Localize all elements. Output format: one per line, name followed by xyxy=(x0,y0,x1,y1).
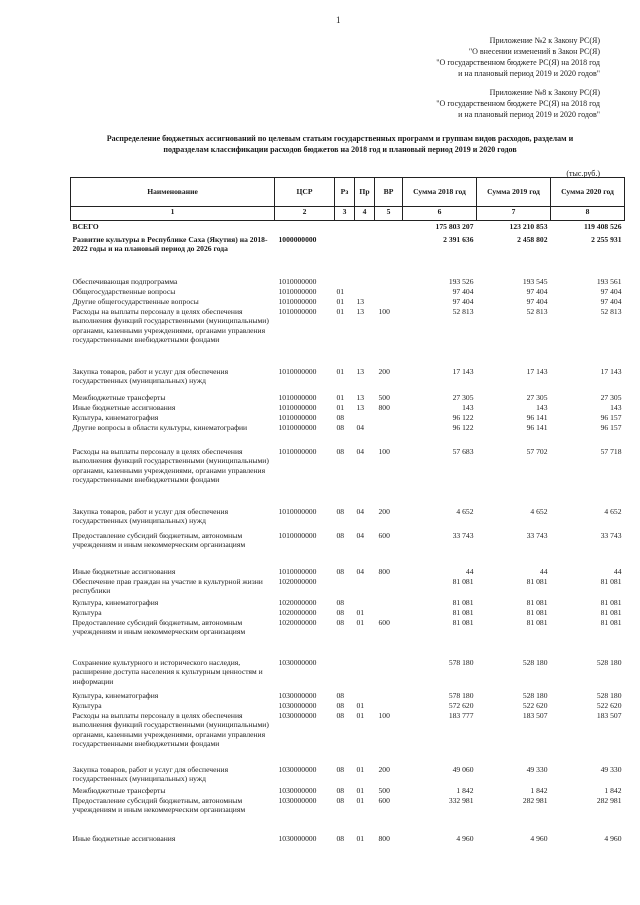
cell-vr xyxy=(375,598,403,608)
cell-pr: 13 xyxy=(356,306,365,316)
appendix-8-header xyxy=(436,87,600,120)
cell-name: Расходы на выплаты персоналу в целях обеспечения выполнения функций государственными (муниципальными) органами, казенными учреждениями, органами управления государственными внебюджетными фондами xyxy=(72,306,269,344)
table-row xyxy=(71,691,625,701)
cell-sum-2018: 2 391 636 xyxy=(443,234,474,244)
cell-sum-2018: 81 081 xyxy=(452,617,474,627)
cell-rz: 08 xyxy=(336,422,345,432)
cell-name: Предоставление субсидий бюджетным, автономным учреждениям и иным некоммерческим организациям xyxy=(72,617,246,636)
table-row xyxy=(71,393,625,403)
cell-rz xyxy=(335,221,355,235)
cell-rz: 08 xyxy=(336,506,345,516)
cell-sum-2018: 332 981 xyxy=(448,795,474,805)
cell-name: Иные бюджетные ассигнования xyxy=(72,402,176,412)
cell-sum-2019: 123 210 853 xyxy=(509,222,548,231)
cell-csr: 1020000000 xyxy=(278,576,317,586)
table-row xyxy=(71,367,625,393)
cell-sum-2020: 282 981 xyxy=(596,795,622,805)
cell-sum-2020: 183 507 xyxy=(596,710,622,720)
cell-sum-2020: 2 255 931 xyxy=(591,234,622,244)
cell-csr: 1010000000 xyxy=(278,506,317,516)
cell-sum-2018: 578 180 xyxy=(448,690,474,700)
cell-pr xyxy=(355,658,375,691)
table-row xyxy=(71,618,625,658)
cell-sum-2019: 193 545 xyxy=(522,276,548,286)
cell-pr xyxy=(355,691,375,701)
cell-sum-2018: 1 842 xyxy=(456,785,474,795)
cell-name: Развитие культуры в Республике Саха (Якутия) на 2018-2022 годы и на плановый период до 2026 года xyxy=(72,234,268,253)
cell-rz: 08 xyxy=(336,597,345,607)
cell-name: Другие общегосударственные вопросы xyxy=(72,296,199,306)
cell-csr: 1010000000 xyxy=(278,566,317,576)
cell-rz: 08 xyxy=(336,566,345,576)
cell-sum-2019: 44 xyxy=(539,566,548,576)
cell-name: Культура, кинематография xyxy=(72,412,159,422)
cell-vr: 500 xyxy=(378,785,390,795)
budget-table xyxy=(70,177,625,844)
table-row xyxy=(71,701,625,711)
cell-sum-2019: 49 330 xyxy=(526,764,548,774)
cell-sum-2018: 96 122 xyxy=(452,412,474,422)
cell-name: Межбюджетные трансферты xyxy=(72,785,166,795)
column-header-name: Наименование xyxy=(71,178,275,207)
cell-name: Иные бюджетные ассигнования xyxy=(72,566,176,576)
cell-csr: 1030000000 xyxy=(278,833,317,843)
cell-sum-2018: 572 620 xyxy=(448,700,474,710)
cell-sum-2018: 96 122 xyxy=(452,422,474,432)
column-header-sum-2019: Сумма 2019 год xyxy=(477,178,551,207)
cell-name: Общегосударственные вопросы xyxy=(72,286,176,296)
cell-rz: 01 xyxy=(336,306,345,316)
cell-rz: 08 xyxy=(336,833,345,843)
cell-pr: 04 xyxy=(356,422,365,432)
column-number: 2 xyxy=(275,207,335,221)
cell-sum-2018: 4 652 xyxy=(456,506,474,516)
cell-vr: 500 xyxy=(378,392,390,402)
cell-sum-2020: 49 330 xyxy=(600,764,622,774)
document-title-line: подразделам классификации расходов бюджетов на 2018 год и плановый период 2019 и 2020 годов xyxy=(163,145,517,154)
cell-sum-2019: 97 404 xyxy=(526,286,548,296)
cell-pr: 13 xyxy=(356,296,365,306)
cell-sum-2018: 183 777 xyxy=(448,710,474,720)
cell-vr: 600 xyxy=(378,530,390,540)
column-number: 4 xyxy=(355,207,375,221)
cell-vr: 800 xyxy=(378,833,390,843)
cell-name: Иные бюджетные ассигнования xyxy=(72,833,176,843)
cell-csr xyxy=(275,221,335,235)
cell-sum-2020: 81 081 xyxy=(600,576,622,586)
cell-rz: 01 xyxy=(336,366,345,376)
cell-sum-2020: 522 620 xyxy=(596,700,622,710)
cell-sum-2020: 52 813 xyxy=(600,306,622,316)
cell-csr: 1020000000 xyxy=(278,617,317,627)
cell-vr: 600 xyxy=(378,795,390,805)
table-row xyxy=(71,531,625,567)
table-row xyxy=(71,658,625,691)
cell-pr: 04 xyxy=(356,566,365,576)
column-header-sum-2020: Сумма 2020 год xyxy=(551,178,625,207)
table-row xyxy=(71,277,625,287)
cell-sum-2019: 81 081 xyxy=(526,617,548,627)
column-header-rz: Рз xyxy=(335,178,355,207)
cell-csr: 1030000000 xyxy=(278,690,317,700)
cell-vr xyxy=(375,423,403,447)
cell-sum-2018: 17 143 xyxy=(452,366,474,376)
cell-sum-2020: 33 743 xyxy=(600,530,622,540)
cell-vr xyxy=(375,658,403,691)
cell-csr: 1010000000 xyxy=(278,402,317,412)
cell-name: Сохранение культурного и исторического наследия, расширение доступа населения к культурным ценностям и информации xyxy=(72,657,263,686)
cell-name: Предоставление субсидий бюджетным, автономным учреждениям и иным некоммерческим организациям xyxy=(72,530,246,549)
document-title xyxy=(60,133,620,155)
cell-name: Культура, кинематография xyxy=(72,690,159,700)
cell-vr xyxy=(375,277,403,287)
cell-csr: 1010000000 xyxy=(278,366,317,376)
table-row xyxy=(71,567,625,577)
table-row xyxy=(71,834,625,844)
table-row xyxy=(71,608,625,618)
column-header-csr: ЦСР xyxy=(275,178,335,207)
cell-name: Обеспечение прав граждан на участие в культурной жизни республики xyxy=(72,576,263,595)
cell-sum-2019: 528 180 xyxy=(522,657,548,667)
column-number: 5 xyxy=(375,207,403,221)
cell-sum-2020: 97 404 xyxy=(600,296,622,306)
cell-name: Расходы на выплаты персоналу в целях обеспечения выполнения функций государственными (муниципальными) органами, казенными учреждениями, органами управления государственными внебюджетными фондами xyxy=(72,446,269,484)
cell-sum-2019: 27 305 xyxy=(526,392,548,402)
cell-name: Культура xyxy=(72,607,102,617)
cell-name: Культура xyxy=(72,700,102,710)
cell-sum-2020: 143 xyxy=(610,402,622,412)
cell-sum-2019: 282 981 xyxy=(522,795,548,805)
cell-sum-2018: 175 803 207 xyxy=(435,222,474,231)
cell-sum-2018: 81 081 xyxy=(452,576,474,586)
cell-sum-2018: 44 xyxy=(465,566,474,576)
page-number: 1 xyxy=(336,15,341,25)
table-row xyxy=(71,786,625,796)
cell-rz: 01 xyxy=(336,392,345,402)
cell-csr: 1030000000 xyxy=(278,657,317,667)
cell-pr: 01 xyxy=(356,617,365,627)
cell-sum-2018: 49 060 xyxy=(452,764,474,774)
cell-sum-2020: 193 561 xyxy=(596,276,622,286)
cell-rz: 08 xyxy=(336,690,345,700)
table-row xyxy=(71,796,625,834)
cell-vr xyxy=(375,297,403,307)
cell-rz: 08 xyxy=(336,446,345,456)
cell-pr: 04 xyxy=(356,446,365,456)
cell-pr xyxy=(355,598,375,608)
cell-sum-2018: 33 743 xyxy=(452,530,474,540)
cell-name: Межбюджетные трансферты xyxy=(72,392,166,402)
cell-vr: 100 xyxy=(378,306,390,316)
table-row xyxy=(71,577,625,598)
cell-csr: 1010000000 xyxy=(278,276,317,286)
cell-pr: 04 xyxy=(356,506,365,516)
cell-vr: 600 xyxy=(378,617,390,627)
cell-sum-2019: 52 813 xyxy=(526,306,548,316)
column-header-sum-2018: Сумма 2018 год xyxy=(403,178,477,207)
cell-name: Другие вопросы в области культуры, кинематографии xyxy=(72,422,248,432)
cell-sum-2019: 57 702 xyxy=(526,446,548,456)
cell-vr xyxy=(375,691,403,701)
cell-sum-2018: 81 081 xyxy=(452,597,474,607)
column-number: 8 xyxy=(551,207,625,221)
cell-sum-2020: 27 305 xyxy=(600,392,622,402)
cell-name: ВСЕГО xyxy=(72,222,99,231)
cell-sum-2019: 183 507 xyxy=(522,710,548,720)
cell-sum-2020: 44 xyxy=(613,566,622,576)
cell-csr: 1030000000 xyxy=(278,700,317,710)
cell-csr: 1010000000 xyxy=(278,306,317,316)
cell-sum-2020: 81 081 xyxy=(600,597,622,607)
cell-sum-2018: 81 081 xyxy=(452,607,474,617)
table-row xyxy=(71,447,625,507)
cell-vr xyxy=(375,221,403,235)
appendix-8-line: "О государственном бюджете РС(Я) на 2018 год xyxy=(436,99,600,108)
cell-rz: 01 xyxy=(336,296,345,306)
cell-vr: 200 xyxy=(378,764,390,774)
cell-sum-2019: 4 652 xyxy=(530,506,548,516)
cell-sum-2019: 17 143 xyxy=(526,366,548,376)
cell-sum-2020: 96 157 xyxy=(600,422,622,432)
table-row xyxy=(71,403,625,413)
cell-pr: 01 xyxy=(356,607,365,617)
cell-pr xyxy=(355,235,375,277)
appendix-8-line: и на плановый период 2019 и 2020 годов" xyxy=(458,110,600,119)
cell-rz: 08 xyxy=(336,795,345,805)
cell-pr: 13 xyxy=(356,402,365,412)
cell-rz: 08 xyxy=(336,617,345,627)
cell-sum-2019: 522 620 xyxy=(522,700,548,710)
cell-sum-2018: 4 960 xyxy=(456,833,474,843)
cell-sum-2019: 143 xyxy=(536,402,548,412)
cell-sum-2018: 578 180 xyxy=(448,657,474,667)
appendix-2-line: "О государственном бюджете РС(Я) на 2018 год xyxy=(436,58,600,67)
cell-pr: 01 xyxy=(356,795,365,805)
cell-vr xyxy=(375,235,403,277)
table-row xyxy=(71,307,625,367)
cell-vr xyxy=(375,608,403,618)
column-number-row xyxy=(71,207,625,221)
cell-sum-2020: 97 404 xyxy=(600,286,622,296)
cell-sum-2018: 97 404 xyxy=(452,286,474,296)
cell-pr xyxy=(355,577,375,598)
cell-csr: 1030000000 xyxy=(278,710,317,720)
cell-vr xyxy=(375,577,403,598)
cell-rz: 08 xyxy=(336,607,345,617)
cell-sum-2018: 97 404 xyxy=(452,296,474,306)
cell-vr: 100 xyxy=(378,446,390,456)
column-number: 6 xyxy=(403,207,477,221)
cell-name: Культура, кинематография xyxy=(72,597,159,607)
cell-rz: 08 xyxy=(336,785,345,795)
table-row xyxy=(71,413,625,423)
cell-csr: 1010000000 xyxy=(278,446,317,456)
cell-sum-2019: 97 404 xyxy=(526,296,548,306)
cell-sum-2020: 81 081 xyxy=(600,617,622,627)
cell-vr: 800 xyxy=(378,566,390,576)
cell-sum-2018: 143 xyxy=(462,402,474,412)
cell-vr xyxy=(375,413,403,423)
cell-rz: 08 xyxy=(336,764,345,774)
cell-pr xyxy=(355,221,375,235)
cell-name: Закупка товаров, работ и услуг для обеспечения государственных (муниципальных) нужд xyxy=(72,506,229,525)
cell-rz: 08 xyxy=(336,412,345,422)
column-number: 3 xyxy=(335,207,355,221)
cell-vr: 800 xyxy=(378,402,390,412)
cell-vr: 200 xyxy=(378,506,390,516)
cell-csr: 1010000000 xyxy=(278,392,317,402)
cell-sum-2018: 57 683 xyxy=(452,446,474,456)
cell-rz xyxy=(335,235,355,277)
appendix-2-header xyxy=(436,35,600,79)
cell-pr: 01 xyxy=(356,710,365,720)
cell-pr: 13 xyxy=(356,392,365,402)
cell-sum-2019: 1 842 xyxy=(530,785,548,795)
cell-sum-2019: 81 081 xyxy=(526,607,548,617)
cell-name: Обеспечивающая подпрограмма xyxy=(72,276,178,286)
table-row xyxy=(71,765,625,786)
cell-sum-2019: 96 141 xyxy=(526,412,548,422)
cell-csr: 1010000000 xyxy=(278,296,317,306)
cell-pr: 04 xyxy=(356,530,365,540)
table-header-row xyxy=(71,178,625,207)
cell-csr: 1030000000 xyxy=(278,785,317,795)
cell-name: Предоставление субсидий бюджетным, автономным учреждениям и иным некоммерческим организациям xyxy=(72,795,246,814)
cell-sum-2019: 33 743 xyxy=(526,530,548,540)
appendix-2-line: Приложение №2 к Закону РС(Я) xyxy=(489,36,600,45)
cell-rz xyxy=(335,658,355,691)
cell-vr xyxy=(375,287,403,297)
cell-csr: 1020000000 xyxy=(278,607,317,617)
cell-name: Закупка товаров, работ и услуг для обеспечения государственных (муниципальных) нужд xyxy=(72,366,229,385)
table-row xyxy=(71,423,625,447)
cell-sum-2019: 528 180 xyxy=(522,690,548,700)
cell-sum-2020: 17 143 xyxy=(600,366,622,376)
cell-csr: 1010000000 xyxy=(278,286,317,296)
cell-csr: 1020000000 xyxy=(278,597,317,607)
cell-rz: 01 xyxy=(336,286,345,296)
table-row xyxy=(71,507,625,531)
appendix-2-line: и на плановый период 2019 и 2020 годов" xyxy=(458,69,600,78)
cell-csr: 1010000000 xyxy=(278,530,317,540)
cell-pr: 13 xyxy=(356,366,365,376)
cell-sum-2019: 2 458 802 xyxy=(517,234,548,244)
budget-table-body xyxy=(71,221,625,844)
cell-pr xyxy=(355,413,375,423)
cell-pr: 01 xyxy=(356,833,365,843)
table-row xyxy=(71,598,625,608)
table-row xyxy=(71,235,625,277)
unit-label: (тыс.руб.) xyxy=(566,169,600,178)
cell-sum-2020: 1 842 xyxy=(604,785,622,795)
cell-sum-2018: 27 305 xyxy=(452,392,474,402)
cell-rz: 08 xyxy=(336,710,345,720)
document-title-line: Распределение бюджетных ассигнований по целевым статьям государственных программ и группам видов расходов, разделам и xyxy=(106,134,574,143)
cell-sum-2019: 81 081 xyxy=(526,597,548,607)
cell-sum-2018: 193 526 xyxy=(448,276,474,286)
cell-sum-2020: 528 180 xyxy=(596,657,622,667)
cell-pr: 01 xyxy=(356,785,365,795)
column-header-vr: ВР xyxy=(375,178,403,207)
appendix-2-line: "О внесении изменений в Закон РС(Я) xyxy=(468,47,600,56)
column-number: 1 xyxy=(71,207,275,221)
cell-name: Закупка товаров, работ и услуг для обеспечения государственных (муниципальных) нужд xyxy=(72,764,229,783)
cell-pr xyxy=(355,277,375,287)
table-row xyxy=(71,221,625,235)
cell-vr: 200 xyxy=(378,366,390,376)
cell-rz: 08 xyxy=(336,700,345,710)
table-row xyxy=(71,297,625,307)
cell-rz xyxy=(335,577,355,598)
table-row xyxy=(71,711,625,765)
appendix-8-line: Приложение №8 к Закону РС(Я) xyxy=(489,88,600,97)
cell-rz xyxy=(335,277,355,287)
cell-sum-2020: 119 408 526 xyxy=(583,222,622,231)
cell-csr: 1010000000 xyxy=(278,412,317,422)
cell-vr: 100 xyxy=(378,710,390,720)
column-number: 7 xyxy=(477,207,551,221)
cell-name: Расходы на выплаты персоналу в целях обеспечения выполнения функций государственными (муниципальными) органами, казенными учреждениями, органами управления государственными внебюджетными фондами xyxy=(72,710,269,748)
cell-vr xyxy=(375,701,403,711)
cell-sum-2019: 81 081 xyxy=(526,576,548,586)
cell-csr: 1030000000 xyxy=(278,795,317,805)
cell-csr: 1030000000 xyxy=(278,764,317,774)
cell-sum-2020: 4 960 xyxy=(604,833,622,843)
cell-pr xyxy=(355,287,375,297)
cell-sum-2020: 81 081 xyxy=(600,607,622,617)
cell-sum-2018: 52 813 xyxy=(452,306,474,316)
cell-pr: 01 xyxy=(356,764,365,774)
cell-sum-2020: 57 718 xyxy=(600,446,622,456)
column-header-pr: Пр xyxy=(355,178,375,207)
cell-sum-2020: 528 180 xyxy=(596,690,622,700)
cell-pr: 01 xyxy=(356,700,365,710)
cell-sum-2020: 4 652 xyxy=(604,506,622,516)
cell-csr: 1010000000 xyxy=(278,422,317,432)
cell-sum-2019: 4 960 xyxy=(530,833,548,843)
cell-rz: 01 xyxy=(336,402,345,412)
table-row xyxy=(71,287,625,297)
cell-csr: 1000000000 xyxy=(278,234,317,244)
cell-sum-2019: 96 141 xyxy=(526,422,548,432)
cell-rz: 08 xyxy=(336,530,345,540)
cell-sum-2020: 96 157 xyxy=(600,412,622,422)
